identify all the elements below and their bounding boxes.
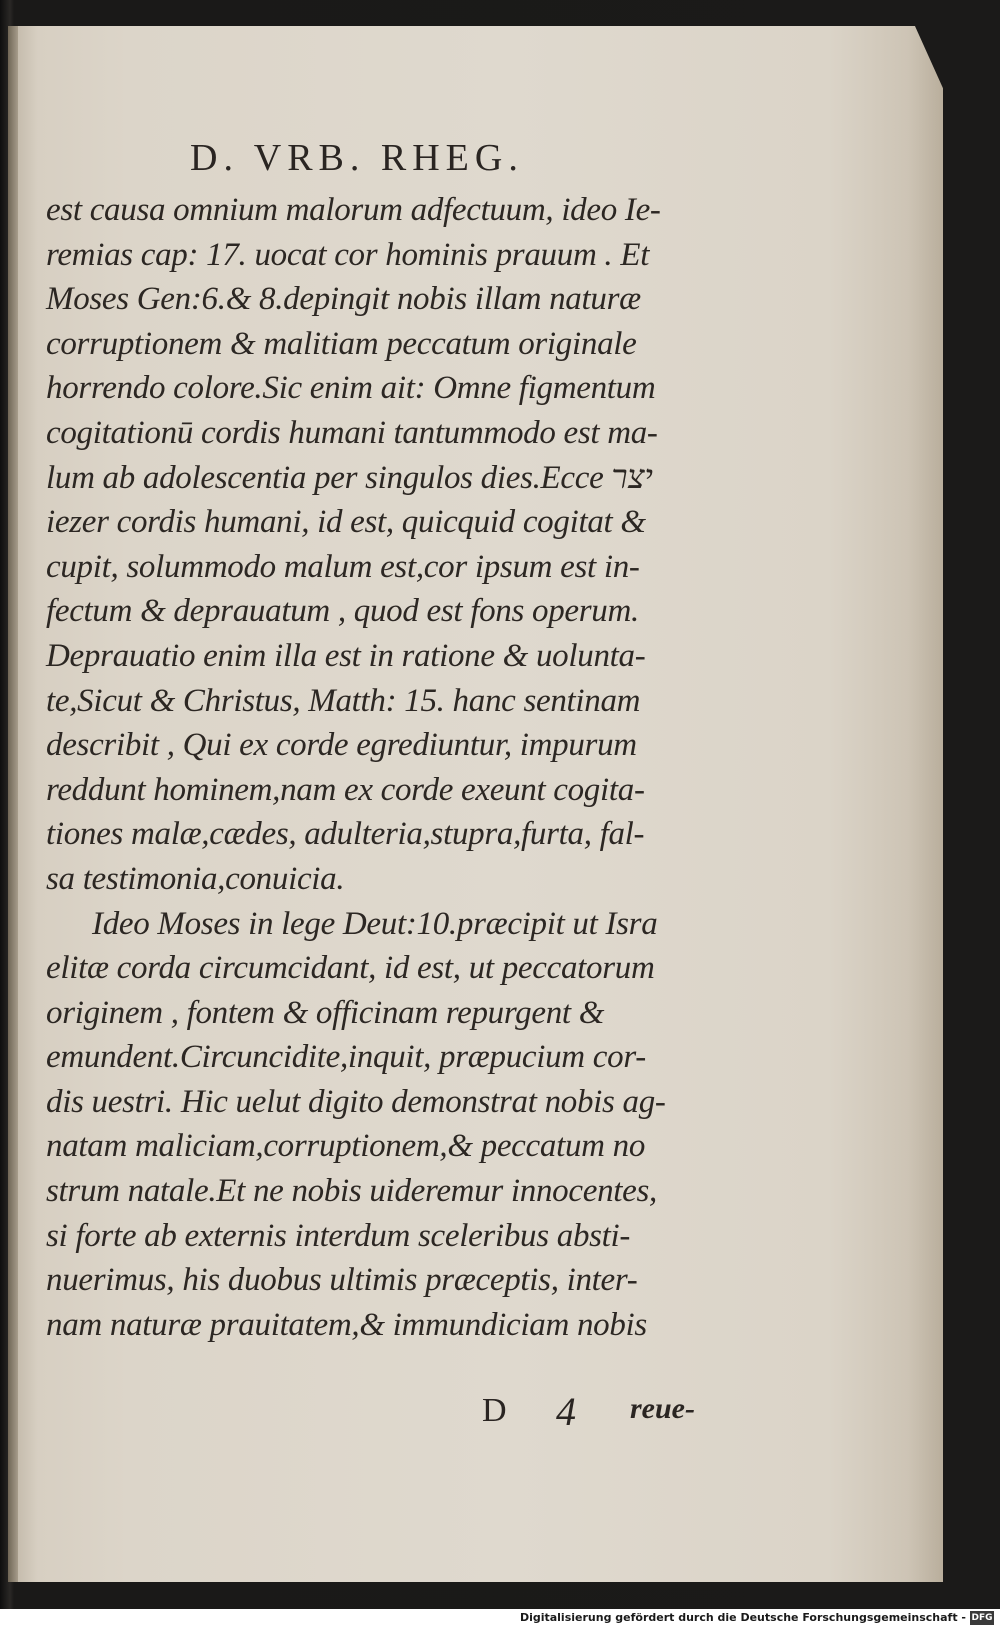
text-line: elitæ corda circumcidant, id est, ut peccatorum — [46, 950, 655, 987]
text-line: Moses Gen:6.& 8.depingit nobis illam naturæ — [46, 281, 641, 318]
text-line: iezer cordis humani, id est, quicquid cogitat & — [46, 504, 646, 541]
text-line: si forte ab externis interdum sceleribus absti- — [46, 1217, 631, 1254]
signature-mark: D — [482, 1392, 507, 1429]
text-line: cogitationū cordis humani tantummodo est ma- — [46, 414, 658, 451]
text-line: dis uestri. Hic uelut digito demonstrat nobis ag- — [46, 1083, 666, 1120]
text-line: reddunt hominem,nam ex corde exeunt cogita- — [46, 771, 645, 808]
text-line: sa testimonia,conuicia. — [46, 860, 345, 897]
text-line: nuerimus, his duobus ultimis præceptis, inter- — [46, 1262, 638, 1299]
text-line: cupit, solummodo malum est,cor ipsum est in- — [46, 548, 640, 585]
leaf-number: 4 — [556, 1389, 576, 1434]
text-line: lum ab adolescentia per singulos dies.Ecce יצר — [46, 459, 653, 496]
text-line: horrendo colore.Sic enim ait: Omne figmentum — [46, 370, 656, 407]
dfg-logo: DFG — [971, 1613, 993, 1623]
catchword: reue- — [630, 1392, 695, 1425]
text-line: Ideo Moses in lege Deut:10.præcipit ut Isra — [92, 905, 658, 942]
text-line: corruptionem & malitiam peccatum originale — [46, 325, 637, 362]
text-line: Deprauatio enim illa est in ratione & uolunta- — [46, 637, 646, 674]
text-line: strum natale.Et ne nobis uideremur innocentes, — [46, 1173, 657, 1210]
text-line: fectum & deprauatum , quod est fons operum. — [46, 593, 639, 630]
text-line: natam maliciam,corruptionem,& peccatum no — [46, 1128, 646, 1165]
page-foot — [482, 1389, 722, 1436]
page-gutter — [8, 26, 18, 1582]
text-line: nam naturæ prauitatem,& immundiciam nobis — [46, 1306, 647, 1343]
text-line: te,Sicut & Christus, Matth: 15. hanc sentinam — [46, 682, 641, 719]
running-head: D. VRB. RHEG. — [190, 137, 524, 179]
text-body — [46, 188, 726, 1347]
text-line: describit , Qui ex corde egrediuntur, impurum — [46, 727, 637, 764]
text-line: remias cap: 17. uocat cor hominis prauum . Et — [46, 236, 650, 273]
text-line: tiones malæ,cædes, adulteria,stupra,furta, fal- — [46, 816, 645, 853]
text-line: est causa omnium malorum adfectuum, ideo Ie- — [46, 192, 661, 228]
text-line: emundent.Circuncidite,inquit, præpucium cor- — [46, 1039, 646, 1076]
digitization-credit: Digitalisierung gefördert durch die Deutsche Forschungsgemeinschaft - — [519, 1611, 966, 1624]
text-line: originem , fontem & officinam repurgent & — [46, 994, 605, 1031]
